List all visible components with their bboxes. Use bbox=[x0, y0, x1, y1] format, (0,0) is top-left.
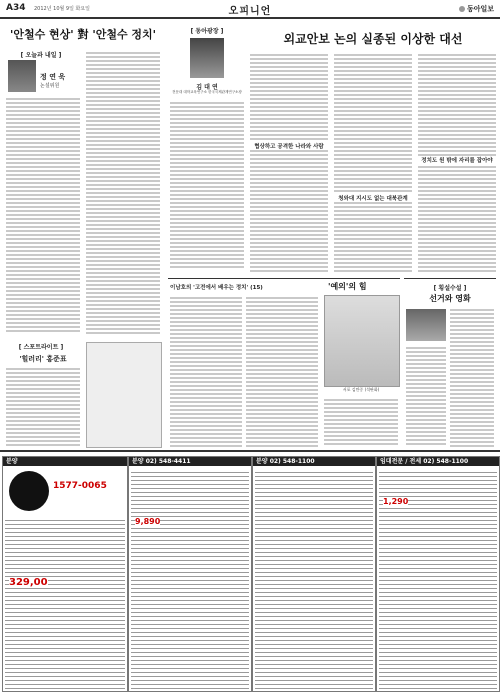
classified-ads bbox=[0, 450, 500, 693]
ad-1-logo bbox=[9, 471, 49, 511]
main-headline: 외교안보 논의 실종된 이상한 대선 bbox=[283, 32, 463, 46]
band-kicker: 이남호의 '고전에서 배우는 정치' (15) bbox=[170, 285, 263, 291]
left-kicker: [ 오늘과 내일 ] bbox=[20, 52, 62, 59]
author-name: 정 연 욱 bbox=[40, 73, 66, 81]
paper-logo: 동아일보 bbox=[459, 4, 494, 14]
spotlight-body bbox=[6, 366, 80, 446]
main-body-1 bbox=[250, 52, 328, 274]
left-headline: '안철수 현상' 對 '안철수 정치' bbox=[9, 28, 157, 41]
caricature-image bbox=[86, 342, 162, 448]
ad-1-price: 329,00 bbox=[9, 577, 48, 588]
left-body-2 bbox=[86, 50, 160, 334]
ad-1-phone: 1577-0065 bbox=[53, 481, 107, 491]
ad-block-1[interactable] bbox=[2, 456, 128, 692]
ad-3-body bbox=[255, 469, 373, 689]
left-body-1 bbox=[6, 96, 80, 334]
ad-1-body bbox=[5, 517, 125, 689]
band-body-3 bbox=[324, 397, 398, 447]
spotlight-title: '힐러리' 홍준표 bbox=[19, 355, 67, 363]
ad-4-header: 임대전문 / 전세 02) 548-1100 bbox=[377, 457, 499, 466]
mid-author-photo bbox=[190, 38, 224, 78]
spotlight-kicker: [ 스포트라이트 ] bbox=[18, 344, 64, 351]
ad-2-header: 분양 02) 548-4411 bbox=[129, 457, 251, 466]
main-subhead-3: 정치도 원 밖에 자리를 잡아야 bbox=[418, 156, 496, 164]
right-kicker: [ 횡설수설 ] bbox=[433, 285, 467, 292]
mid-body bbox=[170, 100, 244, 270]
main-body-2 bbox=[334, 52, 412, 274]
band-right bbox=[404, 278, 496, 449]
band-body-1 bbox=[170, 295, 242, 447]
ad-3-header: 분양 02) 548-1100 bbox=[253, 457, 375, 466]
author-title: 논설위원 bbox=[40, 83, 60, 89]
portrait-image bbox=[324, 295, 400, 387]
ad-4-price: 1,290 bbox=[383, 497, 409, 506]
mid-author-title: 전문대 대학교육연구소 한국국제관계연구소장 bbox=[172, 90, 242, 94]
main-subhead-2: 청와대 지시도 없는 대북관계 bbox=[334, 194, 412, 202]
mid-kicker: [ 동아광장 ] bbox=[190, 28, 224, 35]
ad-2-body bbox=[131, 469, 249, 689]
column-mid bbox=[168, 24, 246, 274]
main-subhead-1: 협상하고 공격한 나라와 사람 bbox=[250, 142, 328, 150]
page-header bbox=[0, 0, 500, 19]
ad-2-price: 9,890 bbox=[135, 517, 161, 526]
right-photo bbox=[406, 309, 446, 341]
column-left bbox=[4, 24, 162, 448]
section-name: 오피니언 bbox=[228, 6, 272, 17]
author-photo bbox=[8, 60, 36, 92]
right-body-2 bbox=[406, 345, 446, 447]
band-body-2 bbox=[246, 295, 318, 447]
ad-block-4[interactable] bbox=[376, 456, 500, 692]
right-body-1 bbox=[450, 307, 494, 447]
column-main bbox=[250, 24, 496, 274]
logo-icon bbox=[459, 6, 465, 12]
band-left bbox=[168, 278, 400, 449]
ad-block-2[interactable] bbox=[128, 456, 252, 692]
band-title: '예의'의 힘 bbox=[328, 281, 367, 291]
ad-1-header: 분양 bbox=[3, 457, 127, 466]
mid-author-name: 김 대 연 bbox=[196, 84, 218, 91]
portrait-caption: 서포 김만중 (석판화) bbox=[342, 387, 380, 392]
right-title: 선거와 영화 bbox=[429, 293, 471, 303]
page-date: 2012년 10월 9일 화요일 bbox=[34, 6, 91, 12]
page-number: A34 bbox=[6, 3, 26, 13]
ad-block-3[interactable] bbox=[252, 456, 376, 692]
